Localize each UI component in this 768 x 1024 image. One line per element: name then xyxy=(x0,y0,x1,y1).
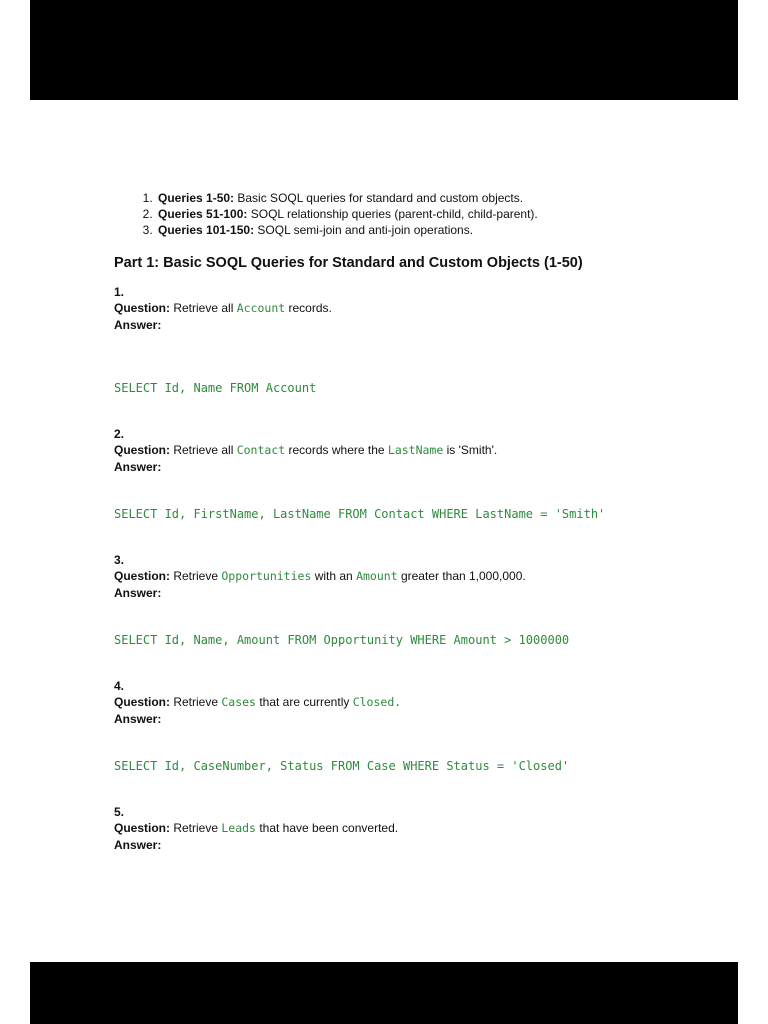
question-line xyxy=(114,694,724,711)
code-answer: SELECT Id, Name, Amount FROM Opportunity WHERE Amount > 1000000 xyxy=(114,633,570,647)
question-line xyxy=(114,442,724,459)
answer-label: Answer: xyxy=(114,460,162,474)
toc-item-title: Queries 1-50: xyxy=(158,191,235,205)
question-text: records where the xyxy=(285,443,388,457)
question-text: Retrieve xyxy=(170,569,222,583)
item-number: 1. xyxy=(114,285,125,299)
question-text: is 'Smith'. xyxy=(443,443,498,457)
question-label: Question: xyxy=(114,301,170,315)
query-item xyxy=(114,426,724,522)
question-text: Retrieve xyxy=(170,695,222,709)
question-text: that are currently xyxy=(255,695,353,709)
question-text: Retrieve xyxy=(170,821,222,835)
query-item xyxy=(114,678,724,774)
item-number: 4. xyxy=(114,679,125,693)
toc-item xyxy=(156,206,724,222)
question-text: Retrieve all xyxy=(170,443,237,457)
toc-item-desc: Basic SOQL queries for standard and custom objects. xyxy=(234,191,524,205)
code-answer: SELECT Id, FirstName, LastName FROM Contact WHERE LastName = 'Smith' xyxy=(114,507,606,521)
toc-item-desc: SOQL relationship queries (parent-child, child-parent). xyxy=(247,207,538,221)
question-label: Question: xyxy=(114,569,170,583)
inline-code: Account xyxy=(236,301,286,315)
part-title: Part 1: Basic SOQL Queries for Standard and Custom Objects (1-50) xyxy=(114,255,583,271)
inline-code: Amount xyxy=(356,569,398,583)
inline-code: Leads xyxy=(221,821,256,835)
answer-label: Answer: xyxy=(114,318,162,332)
toc-item-title: Queries 101-150: xyxy=(158,223,255,237)
question-text: greater than 1,000,000. xyxy=(397,569,526,583)
document-page xyxy=(114,190,724,854)
item-number: 5. xyxy=(114,805,125,819)
toc-item xyxy=(156,222,724,238)
question-line xyxy=(114,820,724,837)
inline-code: Contact xyxy=(236,443,286,457)
answer-label: Answer: xyxy=(114,712,162,726)
item-number: 3. xyxy=(114,553,125,567)
question-text: that have been converted. xyxy=(255,821,399,835)
question-text: with an xyxy=(311,569,357,583)
inline-code: Opportunities xyxy=(221,569,312,583)
answer-label: Answer: xyxy=(114,586,162,600)
query-item xyxy=(114,552,724,648)
question-text: Retrieve all xyxy=(170,301,237,315)
question-label: Question: xyxy=(114,443,170,457)
code-answer: SELECT Id, Name FROM Account xyxy=(114,381,317,395)
answer-label: Answer: xyxy=(114,838,162,852)
toc-item-desc: SOQL semi-join and anti-join operations. xyxy=(254,223,474,237)
item-number: 2. xyxy=(114,427,125,441)
bottom-black-bar xyxy=(30,962,738,1024)
toc-item xyxy=(156,190,724,206)
query-item xyxy=(114,284,724,396)
question-line xyxy=(114,568,724,585)
inline-code: Cases xyxy=(221,695,256,709)
inline-code: Closed. xyxy=(352,695,402,709)
question-label: Question: xyxy=(114,695,170,709)
code-answer: SELECT Id, CaseNumber, Status FROM Case WHERE Status = 'Closed' xyxy=(114,759,570,773)
question-label: Question: xyxy=(114,821,170,835)
query-item xyxy=(114,804,724,854)
table-of-contents xyxy=(114,190,724,238)
inline-code: LastName xyxy=(387,443,444,457)
question-text: records. xyxy=(285,301,332,315)
question-line xyxy=(114,300,724,317)
top-black-bar xyxy=(30,0,738,100)
toc-item-title: Queries 51-100: xyxy=(158,207,248,221)
